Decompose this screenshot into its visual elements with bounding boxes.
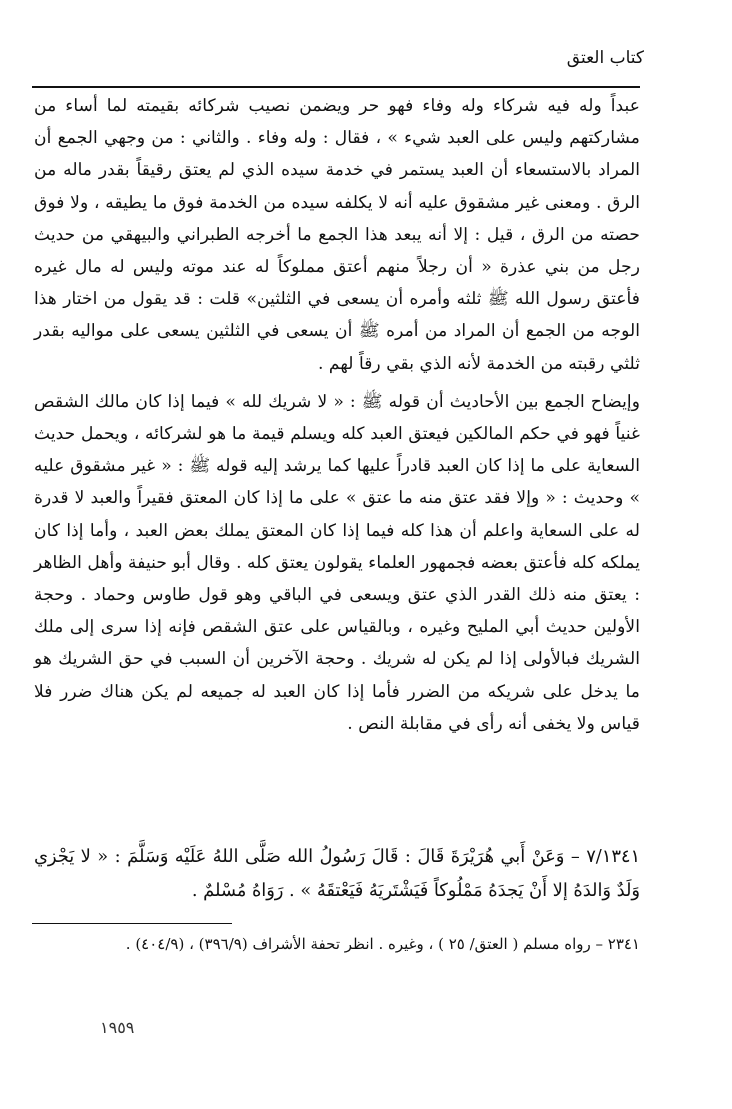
chapter-header-title: كتاب العتق — [566, 48, 644, 68]
footnote-text: ٢٣٤١ – رواه مسلم ( العتق/ ٢٥ ) ، وغيره . انظر تحفة الأشراف (٣٩٦/٩) ، (٤٠٤/٩) . — [125, 935, 640, 953]
commentary-paragraph-2: وإيضاح الجمع بين الأحاديث أن قوله ﷺ : « لا شريك لله » فيما إذا كان مالك الشقص غنياً فهو في حكم المالكين فيعتق العبد كله ويسلم قيمة ما هو لشركائه ، ويحمل حديث السعاية على ما إذا كان العبد قادراً عليها كما يرشد إليه قوله ﷺ : « غير مشقوق عليه » وحديث : « وإلا فقد عتق منه ما عتق » على ما إذا كان المعتق فقيراً والعبد لا قدرة له على السعاية واعلم أن هذا كله فيما إذا كان المعتق يملك بعض العبد ، وأما إذا كان يملكه كله فأعتق بعضه فجمهور العلماء يقولون يعتق كله . وقال أبو حنيفة وأهل الظاهر : يعتق منه ذلك القدر الذي عتق ويسعى في الباقي وهو قول طاوس وحماد . وحجة الأولين حديث أبي المليح وغيره ، وبالقياس على عتق الشقص فإنه إذا سرى إلى ملك الشريك فبالأولى إذا لم يكن له شريك . وحجة الآخرين أن السبب في حق الشريك هو ما يدخل على شريكه من الضرر فأما إذا كان العبد له جميعه لم يكن هناك ضرر فلا قياس ولا يخفى أنه رأى في مقابلة النص . — [34, 391, 640, 734]
main-commentary — [34, 90, 640, 746]
header-rule — [32, 86, 640, 88]
footnote-rule — [32, 923, 232, 924]
page-number: ١٩٥٩ — [100, 1018, 135, 1037]
commentary-paragraph-1: عبداً وله فيه شركاء وله وفاء فهو حر ويضمن نصيب شركائه بقيمته لما أساء من مشاركتهم وليس على العبد شيء » ، فقال : وله وفاء . والثاني : من وجهي الجمع أن المراد بالاستسعاء أن العبد يستمر في خدمة سيده الذي لم يعتق رقيقاً بقدر ماله من الرق . ومعنى غير مشقوق عليه أنه لا يكلفه سيده من الخدمة فوق ما يطيقه ، ولا فوق حصته من الرق ، قيل : إلا أنه يبعد هذا الجمع ما أخرجه الطبراني والبيهقي من حديث رجل من بني عذرة « أن رجلاً منهم أعتق مملوكاً له عند موته وليس له مال غيره فأعتق رسول الله ﷺ ثلثه وأمره أن يسعى في الثلثين» قلت : قد يقول من اختار هذا الوجه من الجمع أن المراد من أمره ﷺ أن يسعى في الثلثين يسعى على مواليه بقدر ثلثي رقبته من الخدمة لأنه الذي بقي رقاً لهم . — [34, 96, 640, 374]
hadith-text: ٧/١٣٤١ – وَعَنْ أَبي هُرَيْرَةَ قَالَ : قَالَ رَسُولُ الله صَلَّى اللهُ عَلَيْه وَسَلَّمَ : « لا يَجْزي وَلَدٌ وَالدَهُ إلا أَنْ يَجدَهُ مَمْلُوكاً فَيَشْتَريَهُ فَيَعْتقَهُ » . رَوَاهُ مُسْلمٌ . — [34, 846, 640, 901]
